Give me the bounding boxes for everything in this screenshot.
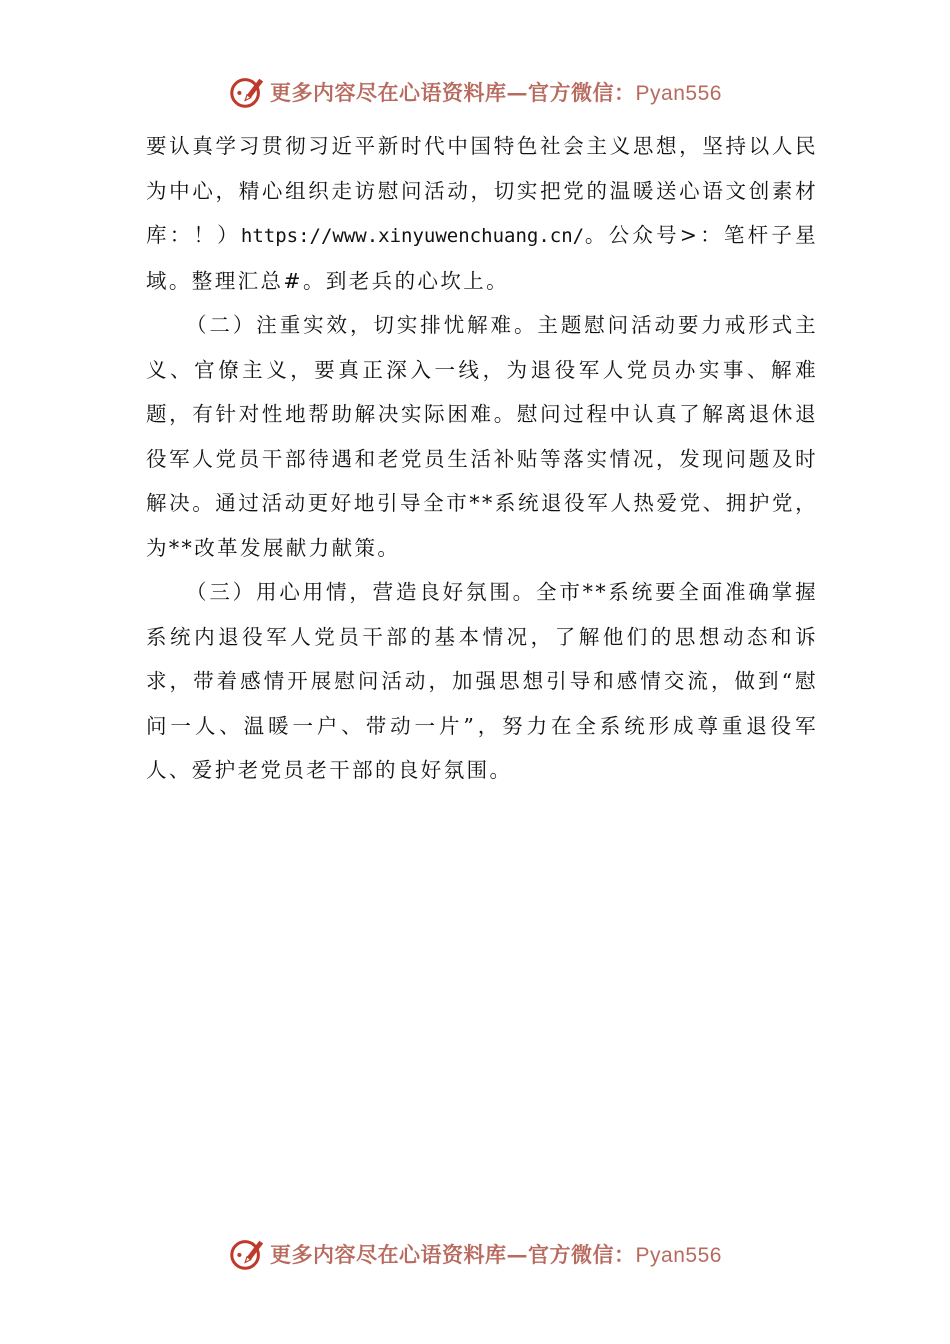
header-banner-text <box>270 77 722 107</box>
header-banner-wechat-id: Pyan556 <box>635 82 722 105</box>
paragraph-1 <box>146 124 818 303</box>
paragraph-1-url: https://www.xinyuwenchuang.cn/ <box>240 225 585 247</box>
footer-banner <box>0 1232 950 1276</box>
footer-banner-cn: 更多内容尽在心语资料库—官方微信： <box>270 1242 636 1267</box>
document-body <box>146 124 818 793</box>
pen-circle-logo-icon <box>228 73 266 111</box>
paragraph-1-text-a: 要认真学习贯彻习近平新时代中国特色社会主义思想，坚持以人民为中心，精心组织走访慰问活动，切实把党的温暖送心语文创素材库：！） <box>146 134 818 247</box>
paragraph-1-text-b: 。公众号>：笔杆子星域。整理汇总#。到老兵的心坎上。 <box>146 223 818 293</box>
paragraph-2: （二）注重实效，切实排忧解难。主题慰问活动要力戒形式主义、官僚主义，要真正深入一线，为退役军人党员办实事、解难题，有针对性地帮助解决实际困难。慰问过程中认真了解离退休退役军人党员干部待遇和老党员生活补贴等落实情况，发现问题及时解决。通过活动更好地引导全市**系统退役军人热爱党、拥护党，为**改革发展献力献策。 <box>146 313 818 560</box>
pen-circle-logo-icon <box>228 1235 266 1273</box>
footer-banner-wechat-id: Pyan556 <box>635 1244 722 1267</box>
paragraph-3: （三）用心用情，营造良好氛围。全市**系统要全面准确掌握系统内退役军人党员干部的基本情况，了解他们的思想动态和诉求，带着感情开展慰问活动，加强思想引导和感情交流，做到“慰问一人、温暖一户、带动一片”，努力在全系统形成尊重退役军人、爱护老党员老干部的良好氛围。 <box>146 580 818 782</box>
header-banner <box>0 70 950 114</box>
footer-banner-text <box>270 1239 722 1269</box>
header-banner-cn: 更多内容尽在心语资料库—官方微信： <box>270 80 636 105</box>
